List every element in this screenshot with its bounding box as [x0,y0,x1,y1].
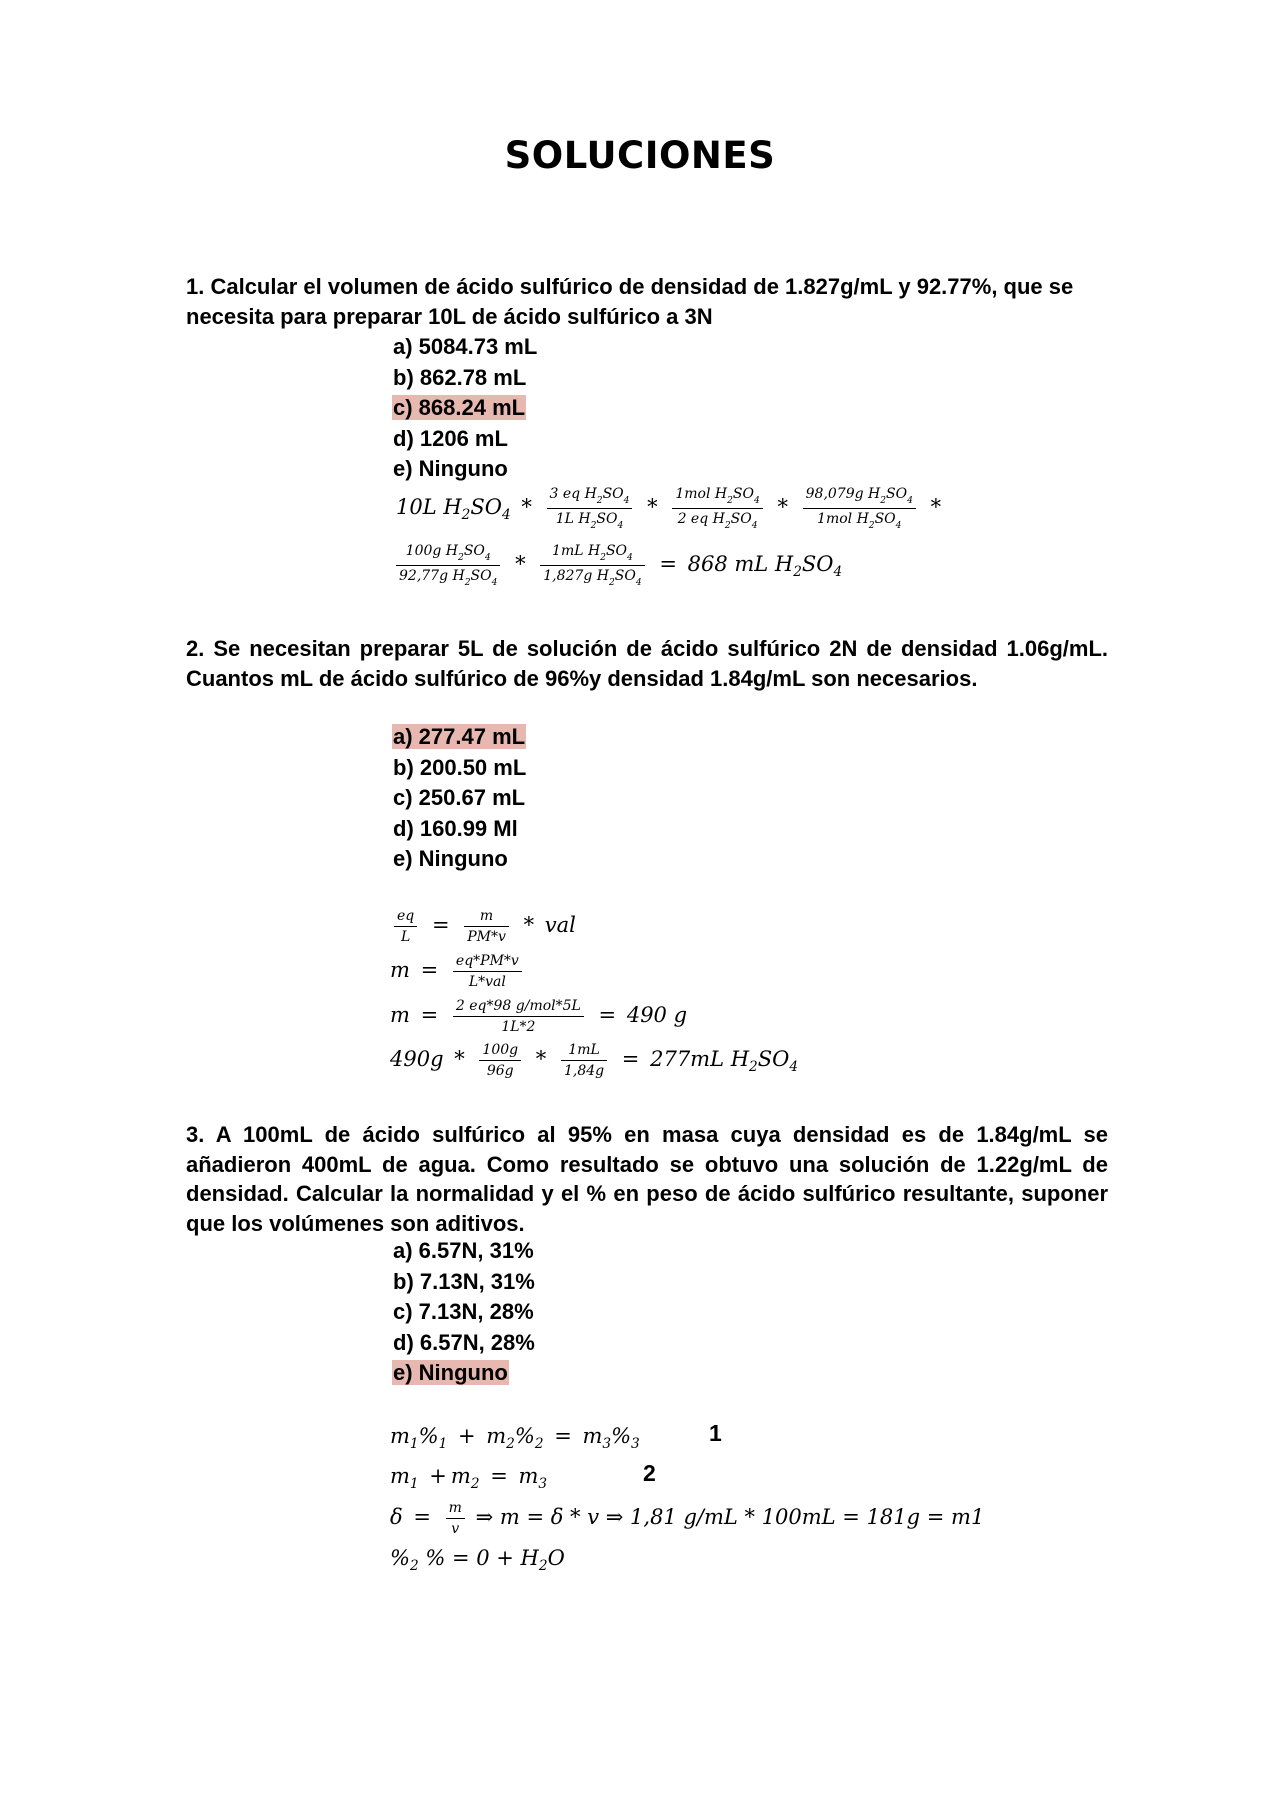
q2-calc-line-4: 490g * $\frac{100g}{96g}$ * $\frac{1mL}{1,84g}$ = 277mL $H_2SO_4$ [390,1042,799,1079]
question-2-text: 2. Se necesitan preparar 5L de solución de ácido sulfúrico 2N de densidad 1.06g/mL. Cuantos mL de ácido sulfúrico de 96%y densidad 1.84g/mL son necesarios. [186,636,1108,691]
q2-option-b: b) 200.50 mL [393,754,527,780]
question-1-options [392,332,538,485]
q1-option-d: d) 1206 mL [393,425,508,451]
q2-calc-line-2: m = $\frac{eq*PM*v}{\text{L*val}}$ [390,953,526,990]
q3-option-d: d) 6.57N, 28% [393,1329,535,1355]
q1-option-e: e) Ninguno [393,456,508,481]
q3-equation-1: $m_1\%_1 + m_2\%_2 = m_3\%_3$ [390,1424,640,1452]
q2-option-a-highlighted: a) 277.47 mL [393,724,526,749]
q1-calculation-line-1: 10L $H_2SO_4$ * $\frac{3 eq H_2SO_4}{1L H_2SO_4}$ * $\frac{1mol H_2SO_4}{2 eq H_2SO_4}$ * $\frac{98,079g H_2SO_4}{1mol H_2SO_4}$ * [396,486,942,531]
q2-option-d: d) 160.99 Ml [393,815,518,841]
q1-option-a: a) 5084.73 mL [393,334,538,359]
q3-option-a: a) 6.57N, 31% [393,1238,534,1263]
q3-equation-2: $m_1 + m_2 = m_3$ [390,1464,548,1492]
q1-option-b: b) 862.78 mL [393,364,527,390]
q1-option-c-highlighted: c) 868.24 mL [393,395,526,420]
q3-option-e-highlighted: e) Ninguno [393,1360,508,1385]
equation-1-number: 1 [709,1420,722,1446]
page-title: SOLUCIONES [504,134,776,177]
q3-equation-4: $\%_2$ % = $0 + H_2O$ [390,1546,565,1574]
q2-option-e: e) Ninguno [393,846,508,871]
q3-option-b: b) 7.13N, 31% [393,1268,535,1294]
equation-2-number: 2 [643,1460,656,1486]
q3-equation-3: δ = $\frac{m}{v}$ ⇒ m = δ * v ⇒ 1,81 g/mL * 100mL = 181g = m1 [390,1500,985,1537]
q1-calculation-line-2: $\frac{100g H_2SO_4}{92,77g H_2SO_4}$ * $\frac{1mL H_2SO_4}{1,827g H_2SO_4}$ = 868 mL $H_2SO_4$ [392,543,842,588]
question-1-text: 1. Calcular el volumen de ácido sulfúrico de densidad de 1.827g/mL y 92.77%, que se necesita para preparar 10L de ácido sulfúrico a 3N [186,274,1074,329]
q2-calc-line-3: m = $\frac{\text{2 eq*98 g/mol*5L}}{1L*2}$ = 490 g [390,998,688,1035]
q2-calc-line-1: $\frac{eq}{L}$ = $\frac{m}{PM*v}$ * val [390,908,576,945]
question-3-text: 3. A 100mL de ácido sulfúrico al 95% en masa cuya densidad es de 1.84g/mL se añadieron 400mL de agua. Como resultado se obtuvo una solución de 1.22g/mL de densidad. Calcular la normalidad y el % en peso de ácido sulfúrico resultante, suponer que los volúmenes son aditivos. [186,1122,1108,1236]
question-3-options [392,1236,536,1389]
q2-option-c: c) 250.67 mL [393,785,526,810]
question-2-options [392,722,527,875]
q3-option-c: c) 7.13N, 28% [393,1299,534,1324]
